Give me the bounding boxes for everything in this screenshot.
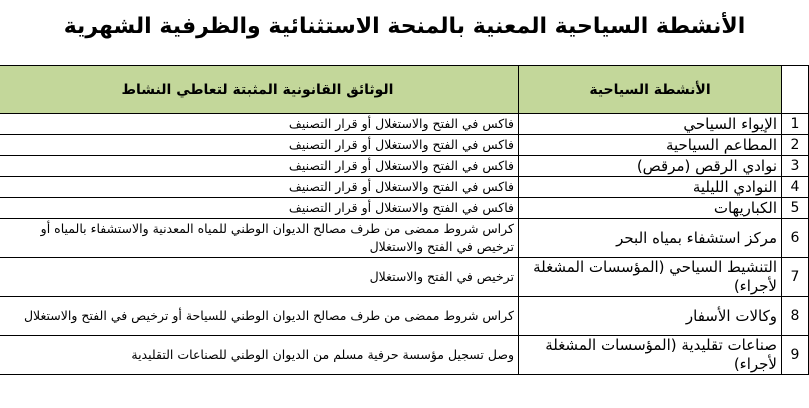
- table-row: [0, 297, 809, 336]
- documents-cell: فاكس في الفتح والاستغلال أو قرار التصنيف: [0, 177, 519, 198]
- table-row: [0, 258, 809, 297]
- row-number: 7: [782, 258, 809, 297]
- table-row: [0, 114, 809, 135]
- table-row: [0, 198, 809, 219]
- table-row: [0, 135, 809, 156]
- activity-cell: مركز استشفاء بمياه البحر: [519, 219, 782, 258]
- documents-cell: وصل تسجيل مؤسسة حرفية مسلم من الديوان الوطني للصناعات التقليدية: [0, 336, 519, 375]
- activity-cell: نوادي الرقص (مرقص): [519, 156, 782, 177]
- row-number: 1: [782, 114, 809, 135]
- documents-cell: فاكس في الفتح والاستغلال أو قرار التصنيف: [0, 156, 519, 177]
- row-number: 6: [782, 219, 809, 258]
- table-row: [0, 219, 809, 258]
- table-header-row: [0, 66, 809, 114]
- row-number: 8: [782, 297, 809, 336]
- documents-cell: كراس شروط ممضى من طرف مصالح الديوان الوطني للسياحة أو ترخيص في الفتح والاستغلال: [0, 297, 519, 336]
- header-activity: الأنشطة السياحية: [519, 66, 782, 114]
- activities-table: [0, 65, 809, 375]
- table-row: [0, 336, 809, 375]
- activity-cell: التنشيط السياحي (المؤسسات المشغلة لأجراء): [519, 258, 782, 297]
- activity-cell: الإيواء السياحي: [519, 114, 782, 135]
- documents-cell: ترخيص في الفتح والاستغلال: [0, 258, 519, 297]
- activity-cell: صناعات تقليدية (المؤسسات المشغلة لأجراء): [519, 336, 782, 375]
- row-number: 4: [782, 177, 809, 198]
- documents-cell: فاكس في الفتح والاستغلال أو قرار التصنيف: [0, 135, 519, 156]
- documents-cell: فاكس في الفتح والاستغلال أو قرار التصنيف: [0, 198, 519, 219]
- documents-cell: فاكس في الفتح والاستغلال أو قرار التصنيف: [0, 114, 519, 135]
- activity-cell: المطاعم السياحية: [519, 135, 782, 156]
- row-number: 2: [782, 135, 809, 156]
- table-row: [0, 177, 809, 198]
- table-row: [0, 156, 809, 177]
- activity-cell: وكالات الأسفار: [519, 297, 782, 336]
- header-number-cell: [782, 66, 809, 114]
- activity-cell: النوادي الليلية: [519, 177, 782, 198]
- documents-cell: كراس شروط ممضى من طرف مصالح الديوان الوطني للمياه المعدنية والاستشفاء بالمياه أو ترخيص في الفتح والاستغلال: [0, 219, 519, 258]
- row-number: 5: [782, 198, 809, 219]
- activity-cell: الكباريهات: [519, 198, 782, 219]
- row-number: 3: [782, 156, 809, 177]
- header-documents: الوثائق القانونية المثبتة لتعاطي النشاط: [0, 66, 519, 114]
- row-number: 9: [782, 336, 809, 375]
- page-title: الأنشطة السياحية المعنية بالمنحة الاستثنائية والظرفية الشهرية: [63, 14, 746, 39]
